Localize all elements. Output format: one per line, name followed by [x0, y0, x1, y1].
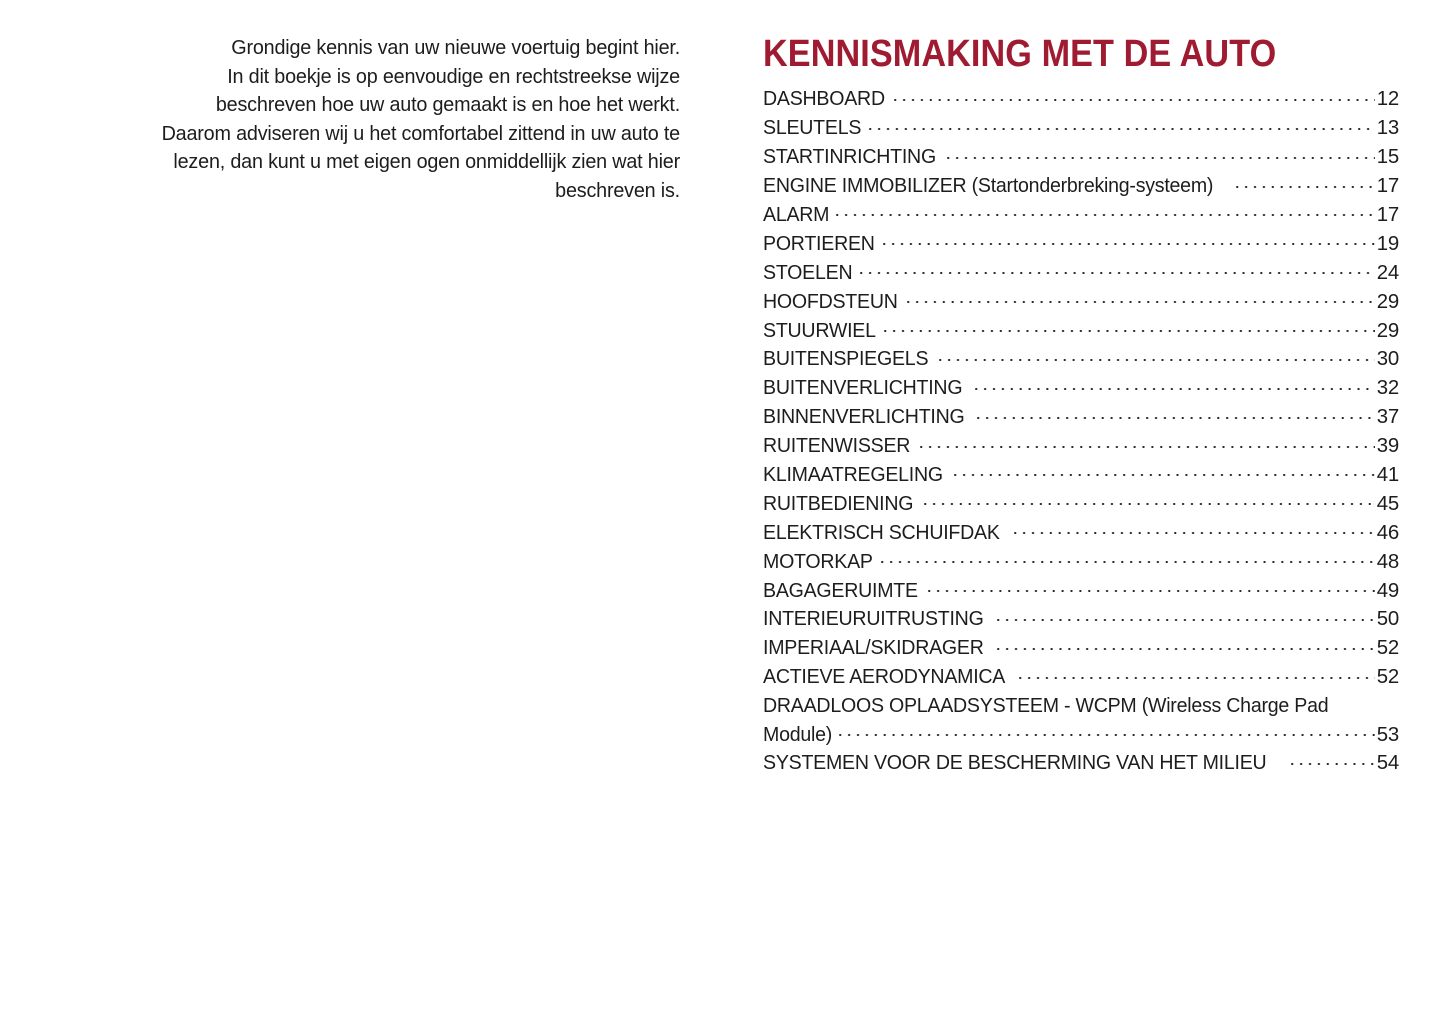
intro-line: beschreven is.: [555, 178, 680, 202]
toc-page-number: 30: [1376, 348, 1399, 371]
toc-page-number: 37: [1376, 406, 1399, 429]
toc-dot-leader: [928, 576, 1374, 596]
toc-entry-label: PORTIEREN: [763, 232, 875, 255]
toc-entry[interactable]: [763, 114, 1399, 143]
toc-page-number: 12: [1376, 88, 1399, 111]
toc-dot-leader: [884, 316, 1374, 336]
toc-entry[interactable]: [763, 345, 1399, 374]
toc-entry[interactable]: [763, 374, 1399, 403]
intro-line: In dit boekje is op eenvoudige en rechtstreekse wijze: [227, 64, 681, 88]
toc-entry-label: STARTINRICHTING: [763, 146, 936, 169]
toc-dot-leader: [947, 143, 1375, 163]
toc-dot-leader: [954, 461, 1374, 481]
toc-dot-leader: [1019, 663, 1375, 683]
toc-page-number: 48: [1376, 550, 1399, 573]
intro-line: beschreven hoe uw auto gemaakt is en hoe het werkt.: [215, 93, 680, 117]
chapter-column: [763, 34, 1399, 778]
toc-entry[interactable]: [763, 287, 1399, 316]
toc-page-number: 32: [1376, 377, 1399, 400]
intro-paragraph: [128, 34, 680, 206]
toc-entry-label: BUITENSPIEGELS: [763, 348, 929, 371]
toc-dot-leader: [1291, 749, 1374, 769]
toc-dot-leader: [869, 114, 1374, 134]
toc-entry[interactable]: [763, 547, 1399, 576]
toc-page-number: 15: [1376, 146, 1399, 169]
toc-entry-label: RUITENWISSER: [763, 435, 911, 458]
intro-column: [108, 34, 680, 206]
toc-dot-leader: [977, 403, 1375, 423]
toc-entry-label: IMPERIAAL/SKIDRAGER: [763, 637, 984, 660]
toc-entry-label: ELEKTRISCH SCHUIFDAK: [763, 521, 1000, 544]
toc-entry-label: BAGAGERUIMTE: [763, 579, 918, 602]
toc-page-number: 49: [1376, 579, 1399, 602]
toc-entry[interactable]: [763, 576, 1399, 605]
toc-page-number: 24: [1376, 261, 1399, 284]
toc-entry-label: ALARM: [763, 203, 830, 226]
toc-dot-leader: [1014, 518, 1375, 538]
toc-dot-leader: [1236, 172, 1375, 192]
toc-entry-label: BINNENVERLICHTING: [763, 406, 965, 429]
toc-entry-label: BUITENVERLICHTING: [763, 377, 963, 400]
toc-dot-leader: [894, 85, 1375, 105]
toc-page-number: 54: [1376, 752, 1399, 775]
toc-entry-label: STOELEN: [763, 261, 853, 284]
toc-page-number: 53: [1376, 723, 1399, 746]
toc-entry[interactable]: [763, 749, 1399, 778]
toc-entry[interactable]: [763, 518, 1399, 547]
toc-entry[interactable]: [763, 201, 1399, 230]
toc-entry[interactable]: [763, 461, 1399, 490]
toc-entry[interactable]: [763, 489, 1399, 518]
toc-entry[interactable]: [763, 692, 1399, 749]
toc-entry[interactable]: [763, 172, 1399, 201]
toc-entry-label: DRAADLOOS OPLAADSYSTEEM - WCPM (Wireless Charge Pad: [763, 694, 1329, 717]
chapter-title: KENNISMAKING MET DE AUTO: [763, 33, 1277, 75]
toc-entry-label: HOOFDSTEUN: [763, 290, 898, 313]
toc-entry[interactable]: [763, 403, 1399, 432]
toc-entry[interactable]: [763, 432, 1399, 461]
toc-dot-leader: [883, 229, 1374, 249]
toc-entry-label: STUURWIEL: [763, 319, 876, 342]
intro-line: Grondige kennis van uw nieuwe voertuig begint hier.: [231, 36, 680, 59]
toc-page-number: 52: [1376, 666, 1399, 689]
toc-page-number: 50: [1376, 608, 1399, 631]
toc-dot-leader: [881, 547, 1374, 567]
toc-entry[interactable]: [763, 316, 1399, 345]
toc-dot-leader: [975, 374, 1375, 394]
toc-entry[interactable]: [763, 605, 1399, 634]
toc-entry-label: RUITBEDIENING: [763, 492, 914, 515]
toc-entry[interactable]: [763, 143, 1399, 172]
intro-line: lezen, dan kunt u met eigen ogen onmiddellijk zien wat hier: [173, 150, 680, 174]
toc-entry[interactable]: [763, 634, 1399, 663]
toc-page-number: 52: [1376, 637, 1399, 660]
toc-entry-label: DASHBOARD: [763, 88, 885, 111]
toc-entry-label: SLEUTELS: [763, 117, 862, 140]
toc-page-number: 39: [1376, 435, 1399, 458]
toc-dot-leader: [997, 634, 1375, 654]
toc-page-number: 13: [1376, 117, 1399, 140]
toc-page-number: 17: [1376, 203, 1399, 226]
toc-page-number: 46: [1376, 521, 1399, 544]
toc-page-number: 19: [1376, 232, 1399, 255]
toc-entry-label: ENGINE IMMOBILIZER (Startonderbreking-systeem): [763, 175, 1214, 198]
toc-entry-label-continued: [763, 720, 1399, 749]
toc-dot-leader: [860, 258, 1375, 278]
toc-dot-leader: [924, 489, 1375, 509]
toc-entry[interactable]: [763, 85, 1399, 114]
toc-entry-label-tail: Module): [763, 723, 833, 746]
toc-dot-leader: [907, 287, 1374, 307]
toc-page-number: 29: [1376, 319, 1399, 342]
intro-line: Daarom adviseren wij u het comfortabel zittend in uw auto te: [161, 121, 680, 145]
toc-entry-label: KLIMAATREGELING: [763, 463, 943, 486]
table-of-contents: [763, 85, 1399, 778]
toc-dot-leader: [997, 605, 1375, 625]
toc-page-number: 29: [1376, 290, 1399, 313]
toc-dot-leader: [939, 345, 1375, 365]
toc-entry[interactable]: [763, 258, 1399, 287]
toc-entry-label: ACTIEVE AERODYNAMICA: [763, 666, 1006, 689]
toc-entry-label: SYSTEMEN VOOR DE BESCHERMING VAN HET MILIEU: [763, 752, 1267, 775]
toc-entry-label: MOTORKAP: [763, 550, 873, 573]
toc-page-number: 17: [1376, 175, 1399, 198]
toc-page-number: 45: [1376, 492, 1399, 515]
toc-entry[interactable]: [763, 663, 1399, 692]
toc-dot-leader: [836, 201, 1375, 221]
toc-entry-label: INTERIEURUITRUSTING: [763, 608, 984, 631]
toc-entry[interactable]: [763, 229, 1399, 258]
toc-page-number: 41: [1376, 463, 1399, 486]
toc-dot-leader: [920, 432, 1374, 452]
toc-dot-leader: [839, 720, 1375, 740]
